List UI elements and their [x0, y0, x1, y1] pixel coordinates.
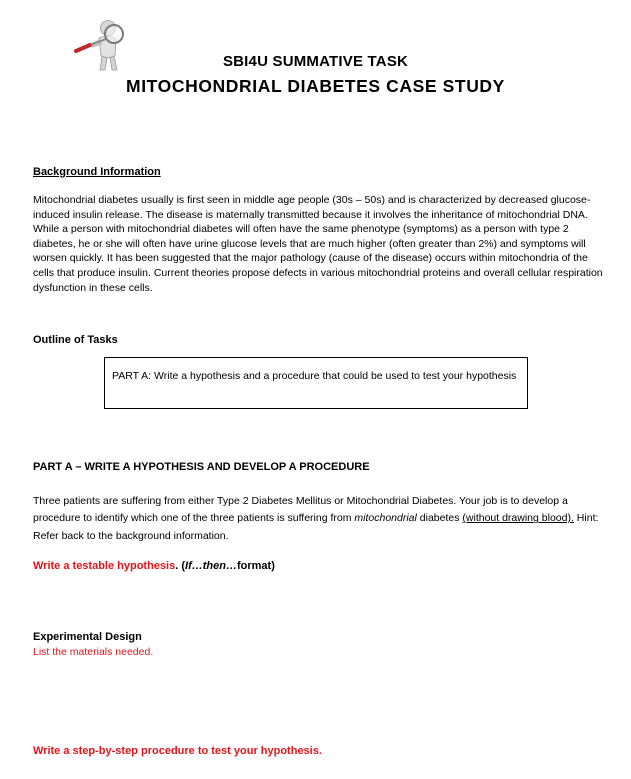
materials-prompt: List the materials needed. [33, 646, 154, 658]
task-a-text: PART A: Write a hypothesis and a procedure that could be used to test your hypothesis [112, 370, 517, 382]
hypothesis-prompt [33, 560, 275, 572]
background-paragraph: Mitochondrial diabetes usually is first seen in middle age people (30s – 50s) and is characterized by decreased glucose-induced insulin release. The disease is maternally transmitted because it involves the inheritance of mitochondrial DNA. While a person with mitochondrial diabetes will often have the same phenotype (symptoms) as a person with type 2 diabetes, he or she will often have urine glucose levels that are much higher (often greater than 2%) and symptoms will worsen quickly. It has been suggested that the major pathology (cause of the disease) occurs within mitochondria of the cells that produce insulin. Current theories propose defects in various mitochondrial proteins and overall cellular respiration dysfunction in these cells. [33, 194, 603, 294]
hypothesis-red: Write a testable hypothesis [33, 560, 176, 572]
hypothesis-dot: . ( [175, 560, 186, 572]
part-a-underline: (without drawing blood). [462, 512, 574, 525]
part-a-heading: PART A – WRITE A HYPOTHESIS AND DEVELOP A PROCEDURE [33, 461, 370, 473]
part-a-paragraph [33, 493, 608, 545]
part-a-text-2: diabetes [416, 512, 463, 525]
hypothesis-if-then: If…then… [185, 560, 237, 572]
page-title: MITOCHONDRIAL DIABETES CASE STUDY [126, 76, 505, 96]
part-a-text-1: Three patients are suffering from either Type 2 Diabetes Mellitus or Mitochondrial Diabetes. Your job is to develop a procedure to identify which one of the three patients is suffering from [33, 495, 568, 525]
experimental-design-heading: Experimental Design [33, 631, 142, 643]
procedure-prompt: Write a step-by-step procedure to test your hypothesis. [33, 745, 322, 757]
part-a-text-3: Hint: Refer back to the background information. [33, 512, 599, 542]
task-a-box [104, 357, 528, 409]
page-subtitle: SBI4U SUMMATIVE TASK [222, 53, 409, 70]
background-heading: Background Information [33, 166, 161, 178]
hypothesis-format: format) [236, 560, 275, 572]
part-a-italic: mitochondrial [354, 512, 417, 525]
outline-heading: Outline of Tasks [33, 334, 118, 346]
